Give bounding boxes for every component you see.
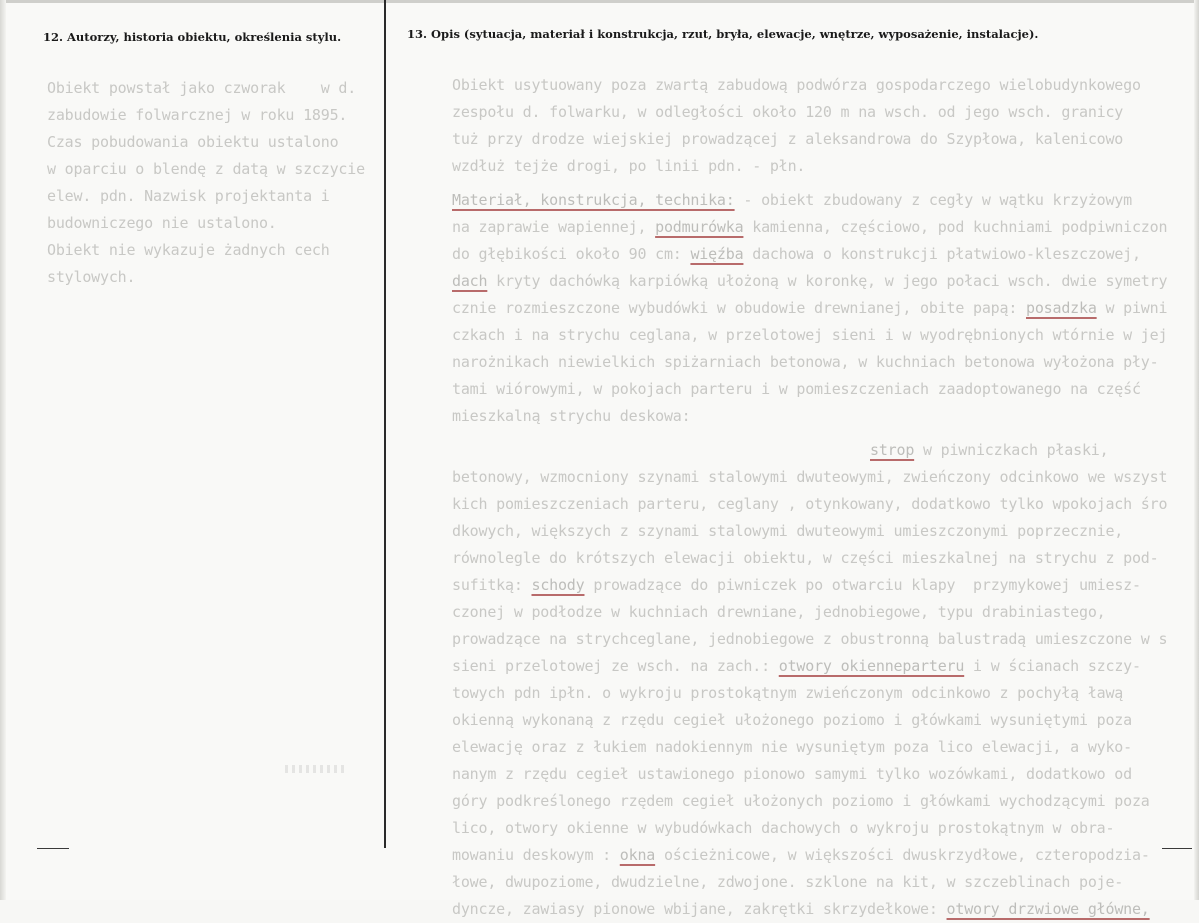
text-line xyxy=(452,572,1152,599)
paper-left-edge xyxy=(0,0,6,900)
text-segment: do głębikości około 90 cm: xyxy=(452,245,691,263)
term-podmurowka: podmurówka xyxy=(655,218,744,236)
text-line: Obiekt nie wykazuje żadnych cech xyxy=(47,241,330,259)
text-line: zabudowie folwarcznej w roku 1895. xyxy=(47,106,348,124)
text-segment: mowaniu deskowym : xyxy=(452,846,620,864)
text-line xyxy=(452,842,1152,869)
text-line: Czas pobudowania obiektu ustalono xyxy=(47,133,339,151)
text-segment: w piwniczkach płaski, xyxy=(914,441,1109,459)
text-line: Obiekt usytuowany poza zwartą zabudową podwórza gospodarczego wielobudynkowego xyxy=(452,76,1141,94)
text-segment: na zaprawie wapiennej, xyxy=(452,218,656,236)
text-segment: w piwni xyxy=(1096,299,1168,317)
term-material: Materiał, konstrukcja, technika: xyxy=(452,191,735,209)
faint-stamp-mark xyxy=(285,765,345,773)
text-line: mieszkalną strychu deskowa: xyxy=(452,407,691,425)
text-segment: - obiekt zbudowany z cegły w wątku krzyżowym xyxy=(734,191,1132,209)
text-segment: dyncze, zawiasy pionowe wbijane, zakrętki skrzydełkowe: xyxy=(452,900,947,918)
text-segment: sieni przelotowej ze wsch. na zach.: xyxy=(452,657,779,675)
text-line: dkowych, większych z szynami stalowymi dwuteowymi umieszczonymi poprzecznie, xyxy=(452,522,1124,540)
text-line: zespołu d. folwarku, w odległości około 120 m na wsch. od jego wsch. granicy xyxy=(452,103,1124,121)
term-dach: dach xyxy=(452,272,488,290)
term-otwory-drzwiowe: otwory drzwiowe główne, xyxy=(946,900,1150,918)
text-line: tami wiórowymi, w pokojach parteru i w pomieszczeniach zaadoptowanego na część xyxy=(452,380,1141,398)
text-segment: sufitką: xyxy=(452,576,532,594)
text-line: okienną wykonaną z rzędu cegieł ułożonego poziomo i główkami wysuniętymi poza xyxy=(452,711,1132,729)
text-line xyxy=(452,241,1152,268)
term-posadzka: posadzka xyxy=(1026,299,1097,317)
text-line: budowniczego nie ustalono. xyxy=(47,214,277,232)
text-line: elew. pdn. Nazwisk projektanta i xyxy=(47,187,330,205)
text-line: czonej w podłodze w kuchniach drewniane, jednobiegowe, typu drabiniastego, xyxy=(452,603,1106,621)
term-otwory-okienne: otwory okienneparteru xyxy=(778,657,965,675)
text-line: elewację oraz z łukiem nadokiennym nie wysuniętym poza lico elewacji, a wyko- xyxy=(452,738,1132,756)
text-line: towych pdn ipłn. o wykroju prostokątnym zwieńczonym odcinkowo z pochyłą ławą xyxy=(452,684,1124,702)
section-13-text xyxy=(452,72,1168,923)
paper-right-edge xyxy=(1194,0,1199,900)
text-line: wzdłuż tejże drogi, po linii pdn. - płn. xyxy=(452,157,806,175)
term-strop: strop xyxy=(870,441,915,459)
text-segment: ościeżnicowe, w większości dwuskrzydłowe, czteropodzia- xyxy=(655,846,1150,864)
column-divider xyxy=(384,0,386,848)
text-segment: kryty dachówką karpiówką ułożoną w koronkę, w jego połaci wsch. dwie symetry xyxy=(487,272,1168,290)
text-line xyxy=(452,437,1152,464)
text-line: prowadzące na strychceglane, jednobiegowe z obustronną balustradą umieszczone w s xyxy=(452,630,1168,648)
text-line: góry podkreślonego rzędem cegieł ułożonych poziomo i główkami wychodzącymi poza xyxy=(452,792,1150,810)
text-line: betonowy, wzmocniony szynami stalowymi dwuteowymi, zwieńczony odcinkowo we wszyst xyxy=(452,468,1168,486)
text-line: w oparciu o blendę z datą w szczycie xyxy=(47,160,365,178)
text-line: narożnikach niewielkich spiżarniach betonowa, w kuchniach betonowa wyłożona pły- xyxy=(452,353,1159,371)
section-12-heading: 12. Autorzy, historia obiektu, określenia stylu. xyxy=(43,30,342,44)
text-segment: dachowa o konstrukcji płatwiowo-kleszczowej, xyxy=(743,245,1141,263)
text-line: tuż przy drodze wiejskiej prowadzącej z aleksandrowa do Szypłowa, kalenicowo xyxy=(452,130,1124,148)
text-segment: kamienna, częściowo, pod kuchniami podpiwniczon xyxy=(743,218,1168,236)
text-line xyxy=(452,187,1152,214)
section-13-heading: 13. Opis (sytuacja, materiał i konstrukcja, rzut, bryła, elewacje, wnętrze, wyposażenie, instalacje). xyxy=(407,27,1039,41)
section-12-text xyxy=(47,75,377,291)
text-line xyxy=(452,214,1168,241)
right-margin-mark xyxy=(1162,848,1192,849)
text-segment: cznie rozmieszczone wybudówki w obudowie drewnianej, obite papą: xyxy=(452,299,1026,317)
text-line: lico, otwory okienne w wybudówkach dachowych o wykroju prostokątnym w obra- xyxy=(452,819,1115,837)
text-line: czkach i na strychu ceglana, w przelotowej sieni i w wyodrębnionych wtórnie w jej xyxy=(452,326,1168,344)
text-line xyxy=(452,295,1168,322)
term-okna: okna xyxy=(619,846,656,864)
text-line: kich pomieszczeniach parteru, ceglany , otynkowany, dodatkowo tylko wpokojach śro xyxy=(452,495,1168,513)
text-line xyxy=(452,268,1168,295)
left-margin-mark xyxy=(37,848,69,849)
text-line: stylowych. xyxy=(47,268,136,286)
text-segment: i w ścianach szczy- xyxy=(964,657,1141,675)
text-line: nanym z rzędu cegieł ustawionego pionowo samymi tylko wozówkami, dodatkowo od xyxy=(452,765,1132,783)
text-line: równolegle do krótszych elewacji obiektu, w części mieszkalnej na strychu z pod- xyxy=(452,549,1159,567)
text-line: łowe, dwupoziome, dwudzielne, zdwojone. szklone na kit, w szczeblinach poje- xyxy=(452,873,1124,891)
paper-top-edge xyxy=(0,0,1199,3)
text-segment: prowadzące do piwniczek po otwarciu klapy przymykowej umiesz- xyxy=(584,576,1141,594)
text-line xyxy=(452,653,1152,680)
term-wiezba: więźba xyxy=(690,245,744,263)
text-line: Obiekt powstał jako czworak w d. xyxy=(47,79,357,97)
term-schody: schody xyxy=(531,576,585,594)
text-line xyxy=(452,896,1152,923)
